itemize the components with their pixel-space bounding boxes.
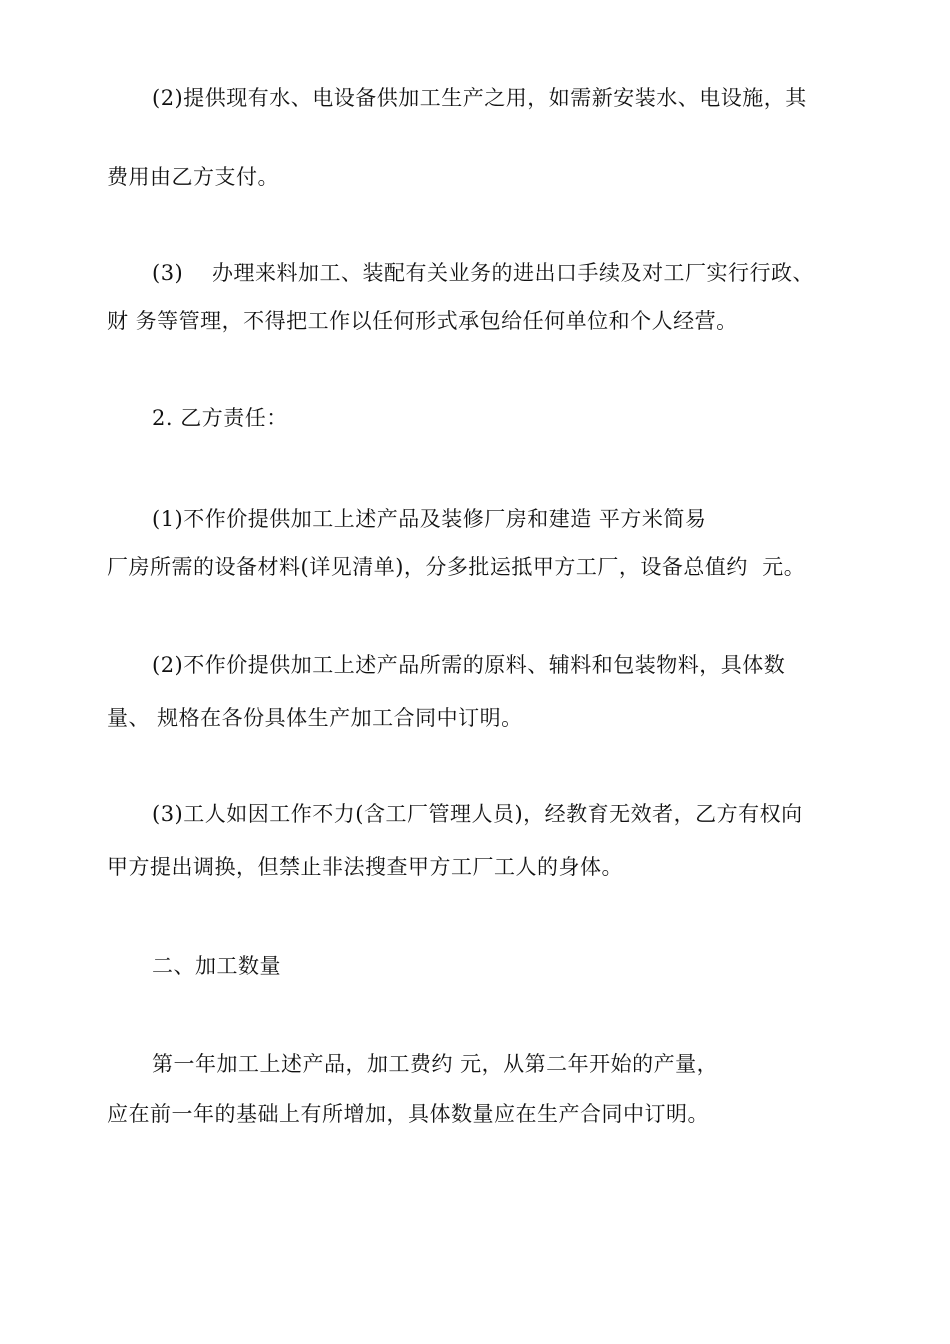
paragraph-line: (2)提供现有水、电设备供加工生产之用，如需新安装水、电设施，其 xyxy=(152,86,807,110)
paragraph-line: (3)工人如因工作不力(含工厂管理人员)，经教育无效者，乙方有权向 xyxy=(152,802,803,826)
section-heading: 二、加工数量 xyxy=(152,954,281,978)
paragraph-line: 应在前一年的基础上有所增加，具体数量应在生产合同中订明。 xyxy=(107,1102,709,1126)
paragraph-line: 厂房所需的设备材料(详见清单)，分多批运抵甲方工厂，设备总值约 元。 xyxy=(107,555,806,579)
paragraph-line: 量、 规格在各份具体生产加工合同中订明。 xyxy=(107,706,523,730)
paragraph-line: (3) 办理来料加工、装配有关业务的进出口手续及对工厂实行行政、 xyxy=(152,261,814,285)
paragraph-line: (2)不作价提供加工上述产品所需的原料、辅料和包装物料，具体数 xyxy=(152,653,786,677)
paragraph-line: (1)不作价提供加工上述产品及装修厂房和建造 平方米简易 xyxy=(152,507,707,531)
paragraph-line: 费用由乙方支付。 xyxy=(107,165,279,189)
section-heading: 2. 乙方责任： xyxy=(152,406,288,430)
paragraph-line: 甲方提出调换，但禁止非法搜查甲方工厂工人的身体。 xyxy=(107,855,623,879)
paragraph-line: 第一年加工上述产品，加工费约 元，从第二年开始的产量， xyxy=(152,1052,719,1076)
paragraph-line: 财 务等管理，不得把工作以任何形式承包给任何单位和个人经营。 xyxy=(107,309,738,333)
